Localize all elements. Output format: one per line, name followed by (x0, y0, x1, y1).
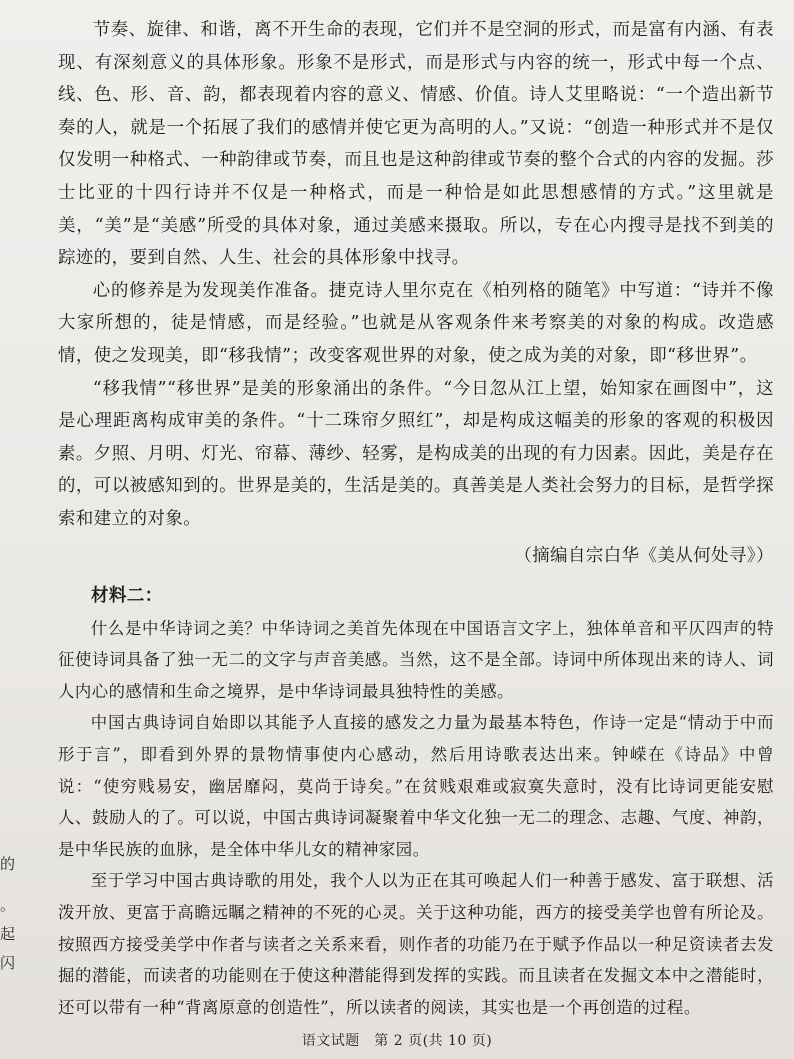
paragraph: 至于学习中国古典诗歌的用处，我个人以为正在其可唤起人们一种善于感发、富于联想、活泼开放、更富于高瞻远瞩之精神的不死的心灵。关于这种功能，西方的接受美学也曾有所论及。按照西方接受美学中作者与读者之关系来看，则作者的功能乃在于赋予作品以一种足资读者去发掘的潜能，而读者的功能则在于使这种潜能得到发挥的实践。而且读者在发掘文本中之潜能时，还可以带有一种“背离原意的创造性”，所以读者的阅读，其实也是一个再创造的过程。 (58, 871, 774, 1017)
adjacent-page-bleed (0, 850, 14, 978)
source-citation: （摘编自宗白华《美从何处寻》） (514, 545, 774, 566)
paragraph: “移我情”“移世界”是美的形象涌出的条件。“今日忽从江上望，始知家在画图中”，这是心理距离构成审美的条件。“十二珠帘夕照红”，却是构成这幅美的形象的客观的积极因素。夕照、月明、灯光、帘幕、薄纱、轻雾，是构成美的出现的有力因素。因此，美是存在的，可以被感知到的。世界是美的，生活是美的。真善美是人类社会努力的目标，是哲学探索和建立的对象。 (58, 378, 774, 529)
edge-char: 起 (0, 925, 16, 943)
section-heading-material-2: 材料二： (91, 586, 163, 607)
page-footer: 语文试题 第 2 页(共 10 页) (301, 1033, 493, 1049)
paragraph: 什么是中华诗词之美？中华诗词之美首先体现在中国语言文字上，独体单音和平仄四声的特征使诗词具备了独一无二的文字与声音美感。当然，这不是全部。诗词中所体现出来的诗人、词人内心的感情和生命之境界，是中华诗词最具独特性的美感。 (58, 618, 774, 701)
paragraph: 中国古典诗词自始即以其能予人直接的感发之力量为最基本特色，作诗一定是“情动于中而形于言”，即看到外界的景物情事使内心感动，然后用诗歌表达出来。钟嵘在《诗品》中曾说：“使穷贱易安，幽居靡闷，莫尚于诗矣。”在贫贱艰难或寂寞失意时，没有比诗词更能安慰人、鼓励人的了。可以说，中国古典诗词凝聚着中华文化独一无二的理念、志趣、气度、神韵，是中华民族的血脉，是全体中华儿女的精神家园。 (58, 713, 774, 859)
paragraph: 心的修养是为发现美作准备。捷克诗人里尔克在《柏列格的随笔》中写道：“诗并不像大家所想的，徒是情感，而是经验。”也就是从客观条件来考察美的对象的构成。改造感情，使之发现美，即“移我情”；改变客观世界的对象，使之成为美的对象，即“移世界”。 (58, 280, 774, 366)
edge-char: 闪 (0, 954, 16, 972)
edge-char: 。 (0, 896, 16, 914)
material-2-body (58, 613, 774, 1024)
edge-char: 的 (0, 855, 16, 873)
paragraph: 节奏、旋律、和谐，离不开生命的表现，它们并不是空洞的形式，而是富有内涵、有表现、有深刻意义的具体形象。形象不是形式，而是形式与内容的统一，形式中每一个点、线、色、形、音、韵，都表现着内容的意义、情感、价值。诗人艾里略说：“一个造出新节奏的人，就是一个拓展了我们的感情并使它更为高明的人。”又说：“创造一种形式并不是仅仅发明一种格式、一种韵律或节奏，而且也是这种韵律或节奏的整个合式的内容的发掘。莎士比亚的十四行诗并不仅是一种格式，而是一种恰是如此思想感情的方式。”这里就是美，“美”是“美感”所受的具体对象，通过美感来摄取。所以，专在心内搜寻是找不到美的踪迹的，要到自然、人生、社会的具体形象中找寻。 (58, 20, 774, 269)
text-body (58, 14, 774, 1023)
